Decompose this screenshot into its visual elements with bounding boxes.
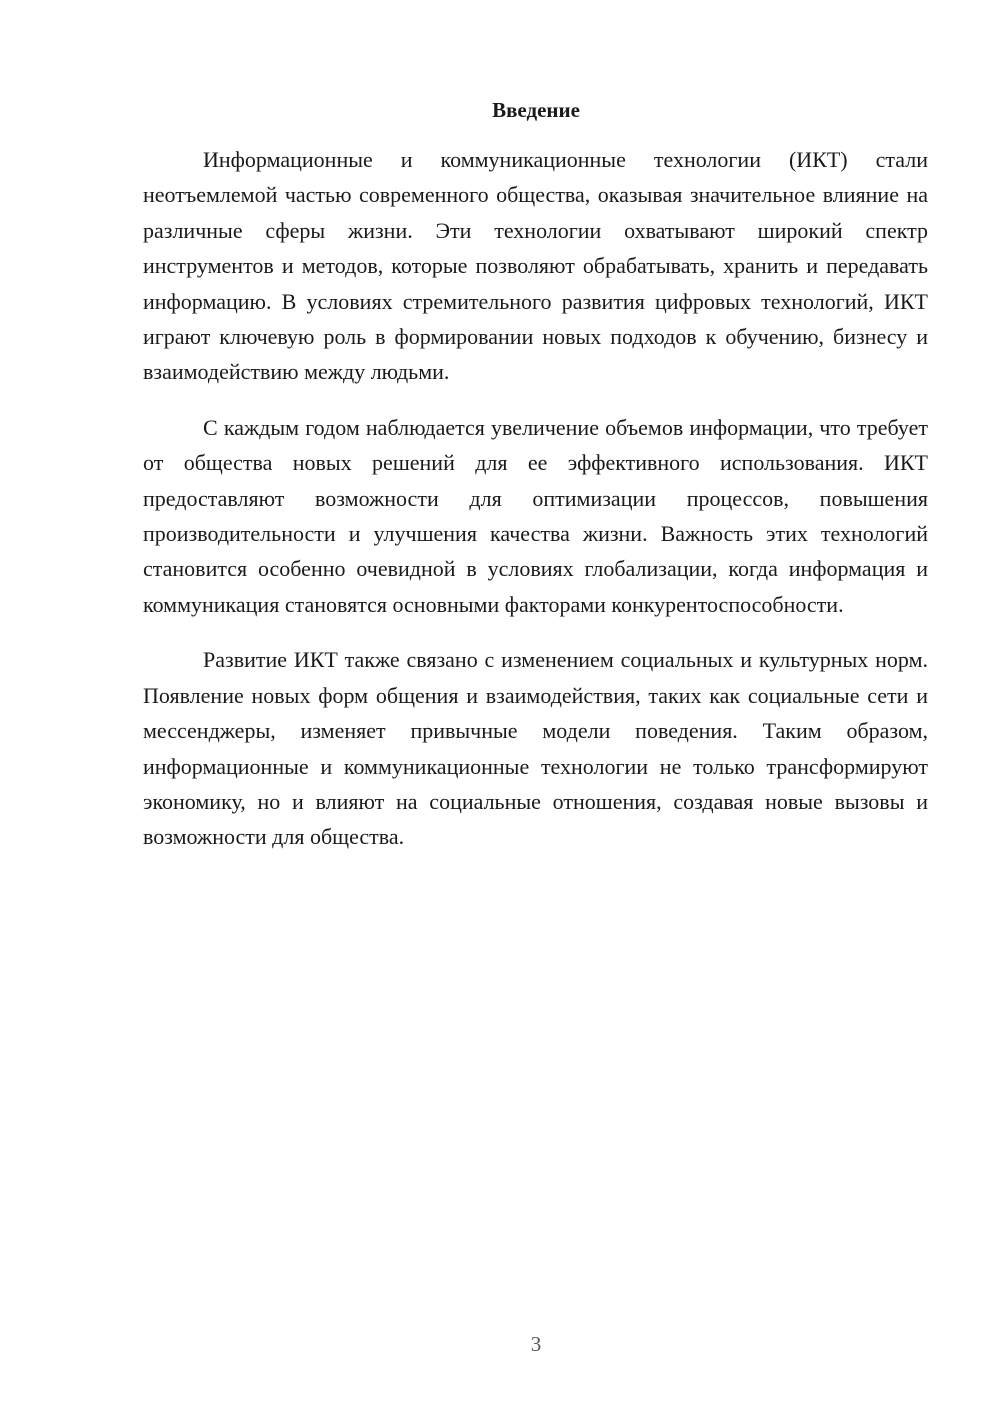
paragraph-3: Развитие ИКТ также связано с изменением социальных и культурных норм. Появление новых форм общения и взаимодействия, таких как социальные сети и мессенджеры, изменяет привычные модели поведения. Таким образом, информационные и коммуникационные технологии не только трансформируют экономику, но и влияют на социальные отношения, создавая новые вызовы и возможности для общества. (143, 647, 928, 850)
page-number: 3 (530, 1332, 542, 1356)
body-text (143, 142, 928, 875)
section-heading: Введение (492, 98, 580, 122)
paragraph-2: С каждым годом наблюдается увеличение объемов информации, что требует от общества новых решений для ее эффективного использования. ИКТ предоставляют возможности для оптимизации процессов, повышения производительности и улучшения качества жизни. Важность этих технологий становится особенно очевидной в условиях глобализации, когда информация и коммуникация становятся основными факторами конкурентоспособности. (143, 414, 928, 617)
paragraph-1: Информационные и коммуникационные технологии (ИКТ) стали неотъемлемой частью современного общества, оказывая значительное влияние на различные сферы жизни. Эти технологии охватывают широкий спектр инструментов и методов, которые позволяют обрабатывать, хранить и передавать информацию. В условиях стремительного развития цифровых технологий, ИКТ играют ключевую роль в формировании новых подходов к обучению, бизнесу и взаимодействию между людьми. (143, 147, 928, 385)
